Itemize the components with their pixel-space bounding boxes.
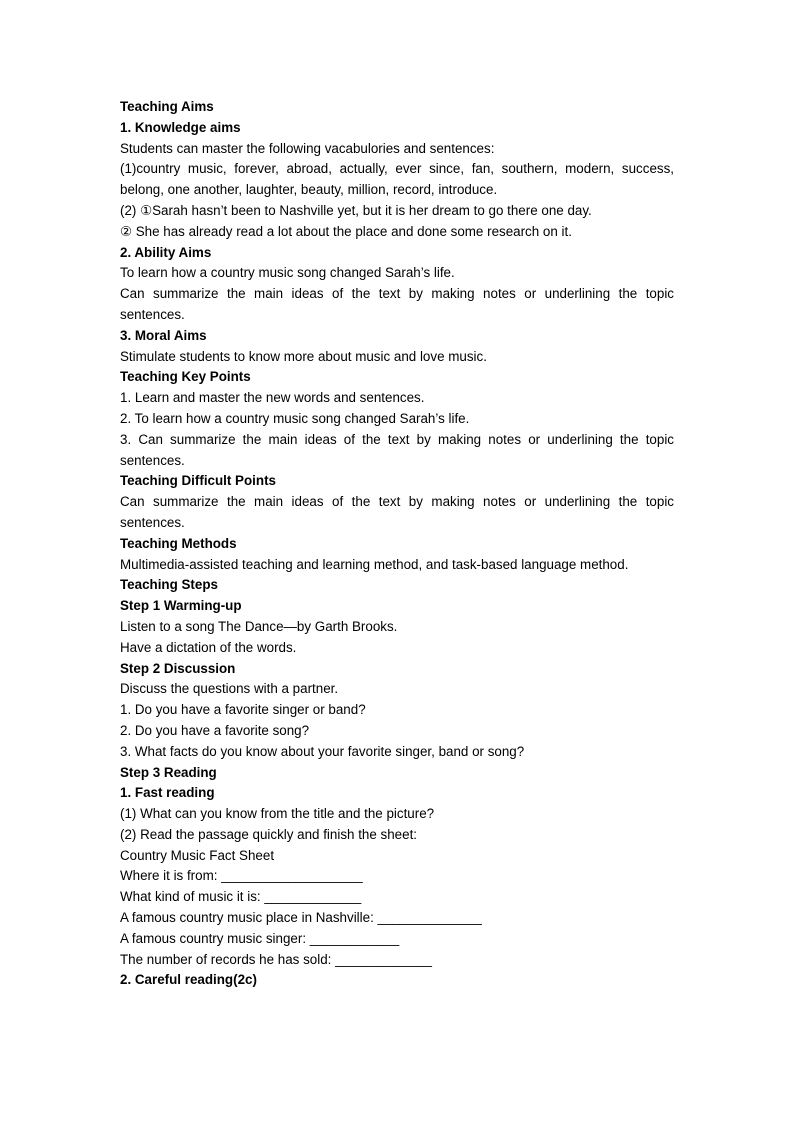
paragraph-line: To learn how a country music song changed Sarah’s life. bbox=[120, 265, 455, 281]
paragraph-line: (2) ①Sarah hasn’t been to Nashville yet, but it is her dream to go there one day. bbox=[120, 202, 592, 218]
section-heading: Step 2 Discussion bbox=[120, 660, 236, 676]
paragraph-line: What kind of music it is: _____________ bbox=[120, 889, 362, 905]
paragraph-line: Have a dictation of the words. bbox=[120, 639, 297, 655]
section-heading: Step 1 Warming-up bbox=[120, 598, 242, 614]
paragraph-line: Students can master the following vacabulories and sentences: bbox=[120, 140, 495, 156]
paragraph-line: A famous country music place in Nashville: ______________ bbox=[120, 910, 482, 926]
paragraph-line: Can summarize the main ideas of the text by making notes or underlining the topic sentences. bbox=[120, 494, 674, 530]
paragraph-line: A famous country music singer: ____________ bbox=[120, 930, 400, 946]
section-heading: 1. Fast reading bbox=[120, 785, 215, 801]
section-heading: Teaching Methods bbox=[120, 535, 237, 551]
section-heading: 2. Careful reading(2c) bbox=[120, 972, 257, 988]
paragraph-line: Where it is from: ___________________ bbox=[120, 868, 363, 884]
section-heading: Teaching Aims bbox=[120, 99, 214, 114]
paragraph-line: (2) Read the passage quickly and finish the sheet: bbox=[120, 826, 418, 842]
section-heading: 1. Knowledge aims bbox=[120, 119, 241, 135]
section-heading: 2. Ability Aims bbox=[120, 244, 212, 260]
paragraph-line: Stimulate students to know more about music and love music. bbox=[120, 348, 487, 364]
paragraph-line: (1) What can you know from the title and the picture? bbox=[120, 806, 435, 822]
paragraph-line: 1. Learn and master the new words and sentences. bbox=[120, 390, 425, 406]
section-heading: 3. Moral Aims bbox=[120, 327, 207, 343]
paragraph-line: 2. Do you have a favorite song? bbox=[120, 722, 310, 738]
paragraph-line: (1)country music, forever, abroad, actually, ever since, fan, southern, modern, success, belong, one another, laughter, beauty, million, record, introduce. bbox=[120, 161, 674, 198]
section-heading: Step 3 Reading bbox=[120, 764, 217, 780]
paragraph-line: 1. Do you have a favorite singer or band? bbox=[120, 702, 366, 718]
paragraph-line: 3. Can summarize the main ideas of the text by making notes or underlining the topic sentences. bbox=[120, 431, 674, 468]
paragraph-line: Country Music Fact Sheet bbox=[120, 847, 275, 863]
paragraph-line: ② She has already read a lot about the place and done some research on it. bbox=[120, 223, 572, 239]
document-page bbox=[120, 97, 674, 991]
section-heading: Teaching Difficult Points bbox=[120, 473, 276, 489]
paragraph-line: Discuss the questions with a partner. bbox=[120, 681, 339, 697]
paragraph-line: Multimedia-assisted teaching and learning method, and task-based language method. bbox=[120, 556, 629, 572]
paragraph-line: The number of records he has sold: _____________ bbox=[120, 951, 432, 967]
section-heading: Teaching Steps bbox=[120, 577, 218, 593]
paragraph-line: Can summarize the main ideas of the text by making notes or underlining the topic sentences. bbox=[120, 286, 674, 322]
paragraph-line: Listen to a song The Dance—by Garth Brooks. bbox=[120, 618, 398, 634]
section-heading: Teaching Key Points bbox=[120, 369, 251, 385]
paragraph-line: 3. What facts do you know about your favorite singer, band or song? bbox=[120, 743, 525, 759]
paragraph-line: 2. To learn how a country music song changed Sarah’s life. bbox=[120, 410, 470, 426]
